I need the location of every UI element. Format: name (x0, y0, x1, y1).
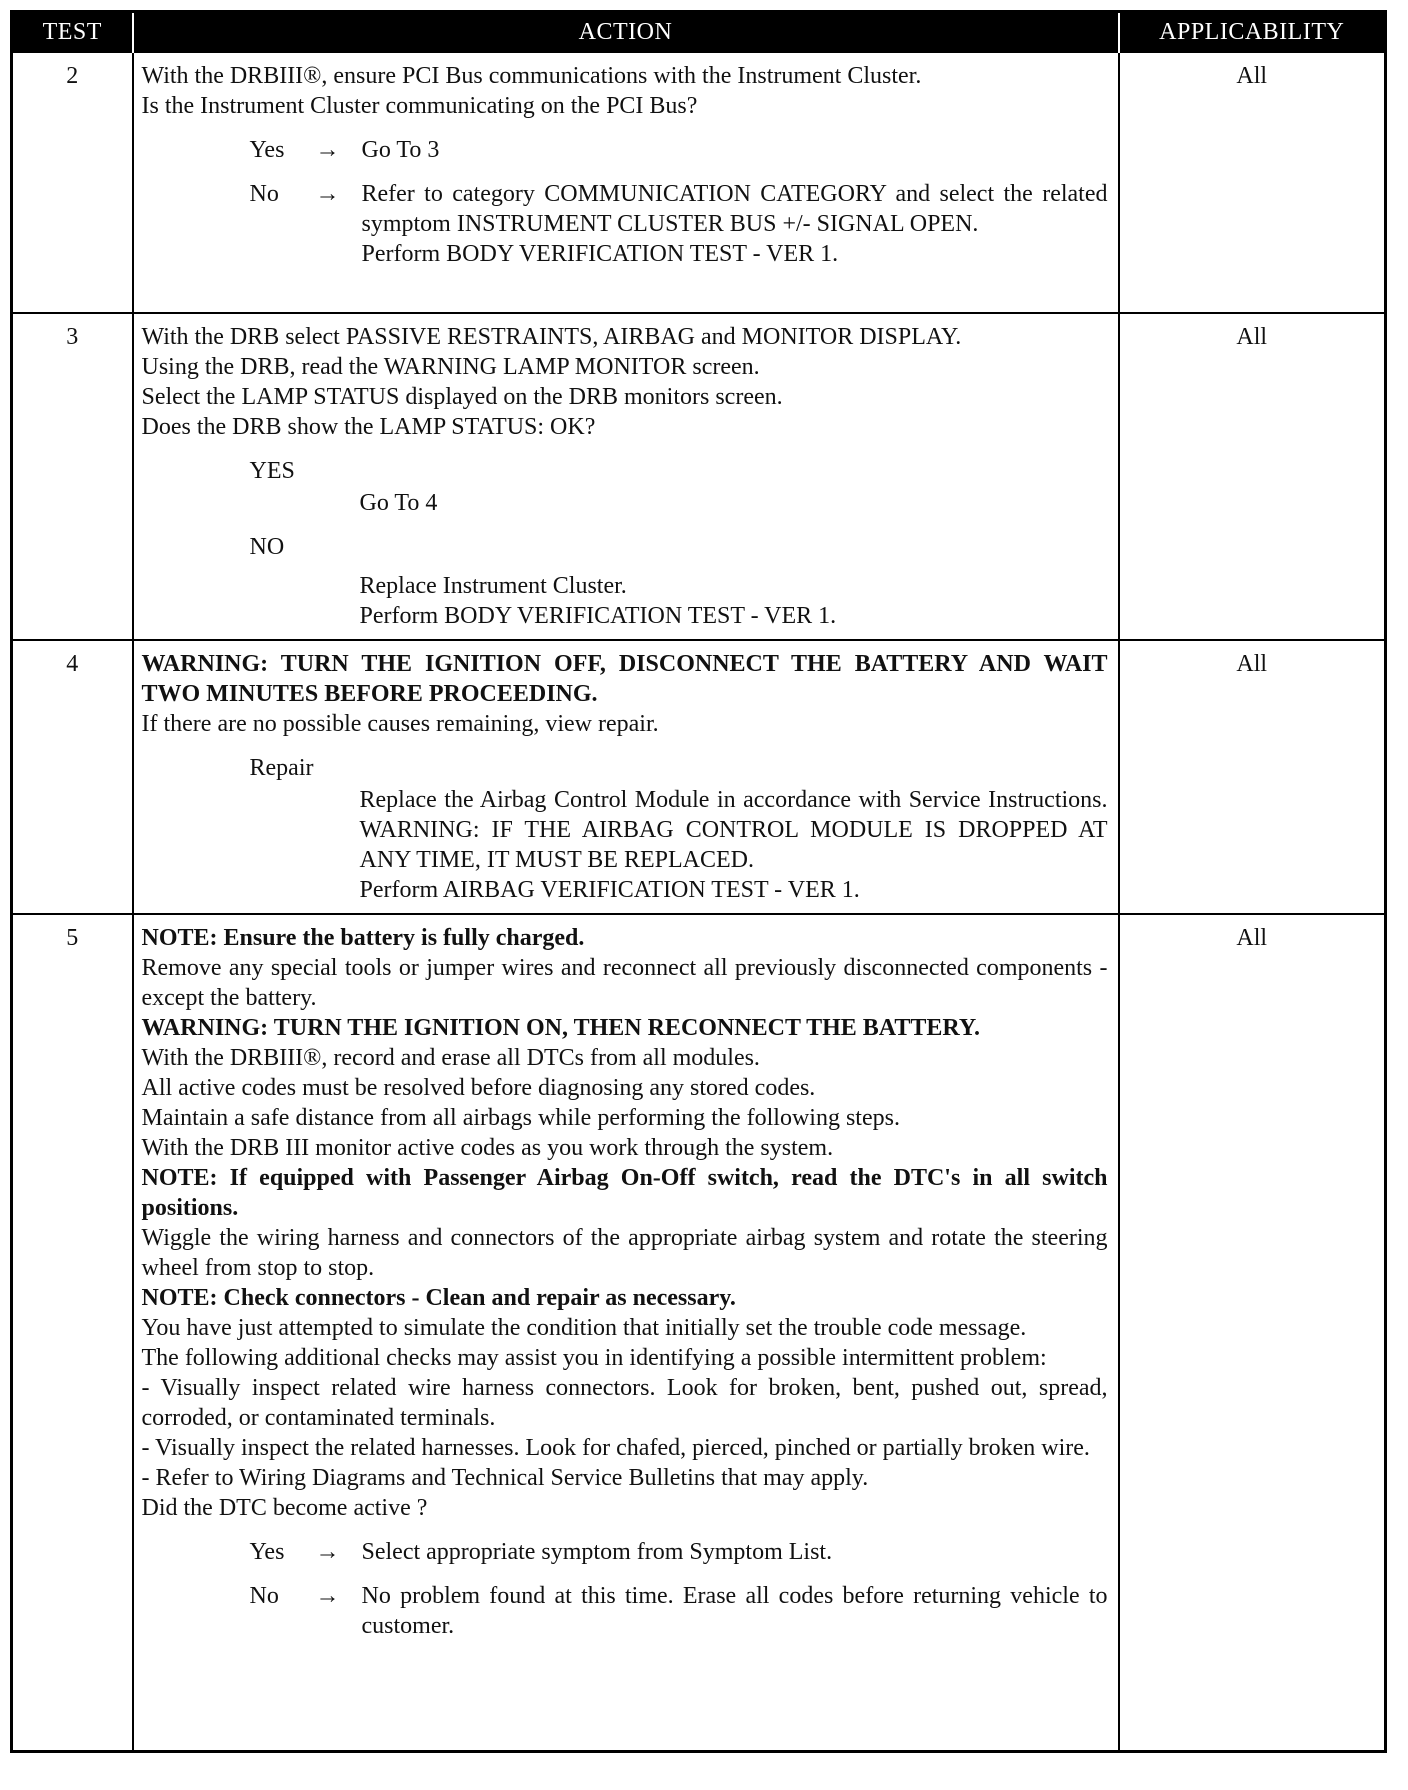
action-line: If there are no possible causes remaining, view repair. (141, 711, 659, 737)
action-line: With the DRB III monitor active codes as you work through the system. (141, 1135, 834, 1161)
yes-result: Select appropriate symptom from Symptom List. (361, 1539, 833, 1565)
action-cell (133, 52, 1119, 313)
applicability-value: All (1119, 914, 1386, 1751)
test-number: 3 (12, 313, 133, 640)
note-text: NOTE: Ensure the battery is fully charged. (141, 925, 585, 951)
yes-label: Yes (249, 1539, 285, 1565)
action-line: - Visually inspect related wire harness connectors. Look for broken, bent, pushed out, spread, corroded, or contaminated terminals. (141, 1375, 1108, 1431)
test-number: 5 (12, 914, 133, 1751)
warning-text: WARNING: TURN THE IGNITION ON, THEN RECONNECT THE BATTERY. (141, 1015, 980, 1041)
action-line: Select the LAMP STATUS displayed on the DRB monitors screen. (141, 384, 783, 410)
test-number: 2 (12, 52, 133, 313)
action-line: Remove any special tools or jumper wires and reconnect all previously disconnected components - except the battery. (141, 955, 1108, 1011)
no-result: Refer to category COMMUNICATION CATEGORY and select the related symptom INSTRUMENT CLUSTER BUS +/- SIGNAL OPEN. (361, 181, 1108, 237)
no-answer (142, 179, 1108, 269)
arrow-right-icon: → (315, 1539, 340, 1565)
no-result: No problem found at this time. Erase all codes before returning vehicle to customer. (361, 1583, 1108, 1639)
yes-label: YES (249, 458, 295, 484)
action-line: With the DRBIII®, record and erase all DTCs from all modules. (141, 1045, 760, 1071)
diagnostic-table (10, 10, 1387, 1753)
repair-verify: Perform AIRBAG VERIFICATION TEST - VER 1. (359, 877, 860, 903)
arrow-right-icon: → (315, 137, 340, 163)
applicability-value: All (1119, 52, 1386, 313)
action-line: You have just attempted to simulate the condition that initially set the trouble code message. (141, 1315, 1027, 1341)
action-line: The following additional checks may assist you in identifying a possible intermittent problem: (141, 1345, 1047, 1371)
no-answer (142, 532, 1108, 631)
header-applicability: APPLICABILITY (1119, 12, 1386, 53)
applicability-value: All (1119, 313, 1386, 640)
arrow-right-icon: → (315, 1583, 340, 1609)
action-line: Did the DTC become active ? (141, 1495, 428, 1521)
header-test: TEST (12, 12, 133, 53)
action-line: - Visually inspect the related harnesses. Look for chafed, pierced, pinched or partially broken wire. (141, 1435, 1090, 1461)
action-line: Wiggle the wiring harness and connectors of the appropriate airbag system and rotate the steering wheel from stop to stop. (141, 1225, 1108, 1281)
no-label: No (249, 181, 279, 207)
yes-result: Go To 3 (361, 137, 440, 163)
action-line: With the DRBIII®, ensure PCI Bus communications with the Instrument Cluster. (141, 63, 922, 89)
note-text: NOTE: Check connectors - Clean and repair as necessary. (141, 1285, 736, 1311)
action-line: - Refer to Wiring Diagrams and Technical Service Bulletins that may apply. (141, 1465, 869, 1491)
no-result: Replace Instrument Cluster. (359, 573, 627, 599)
repair-answer (142, 753, 1108, 905)
action-line: Using the DRB, read the WARNING LAMP MONITOR screen. (141, 354, 760, 380)
yes-result: Go To 4 (359, 490, 438, 516)
yes-answer (142, 1537, 1108, 1567)
action-line: Does the DRB show the LAMP STATUS: OK? (141, 414, 596, 440)
no-label: NO (249, 534, 285, 560)
repair-label: Repair (249, 755, 314, 781)
table-row (12, 640, 1386, 914)
action-cell (133, 640, 1119, 914)
warning-text: WARNING: TURN THE IGNITION OFF, DISCONNECT THE BATTERY AND WAIT TWO MINUTES BEFORE PROCEEDING. (141, 651, 1108, 707)
action-cell (133, 313, 1119, 640)
table-row (12, 52, 1386, 313)
arrow-right-icon: → (315, 181, 340, 207)
yes-answer (142, 456, 1108, 518)
repair-result: Replace the Airbag Control Module in accordance with Service Instructions. WARNING: IF THE AIRBAG CONTROL MODULE IS DROPPED AT ANY TIME, IT MUST BE REPLACED. (359, 787, 1108, 873)
table-header (12, 12, 1386, 53)
applicability-value: All (1119, 640, 1386, 914)
yes-answer (142, 135, 1108, 165)
diagnostic-page (10, 10, 1384, 1753)
note-text: NOTE: If equipped with Passenger Airbag On-Off switch, read the DTC's in all switch positions. (141, 1165, 1108, 1221)
header-action: ACTION (133, 12, 1119, 53)
action-cell (133, 914, 1119, 1751)
test-number: 4 (12, 640, 133, 914)
action-line: Maintain a safe distance from all airbags while performing the following steps. (141, 1105, 900, 1131)
action-line: With the DRB select PASSIVE RESTRAINTS, AIRBAG and MONITOR DISPLAY. (141, 324, 962, 350)
no-result-verify: Perform BODY VERIFICATION TEST - VER 1. (359, 603, 837, 629)
no-label: No (249, 1583, 279, 1609)
table-row (12, 313, 1386, 640)
action-line: Is the Instrument Cluster communicating on the PCI Bus? (141, 93, 698, 119)
no-answer (142, 1581, 1108, 1641)
no-result-verify: Perform BODY VERIFICATION TEST - VER 1. (361, 241, 839, 267)
yes-label: Yes (249, 137, 285, 163)
table-row (12, 914, 1386, 1751)
action-line: All active codes must be resolved before diagnosing any stored codes. (141, 1075, 816, 1101)
